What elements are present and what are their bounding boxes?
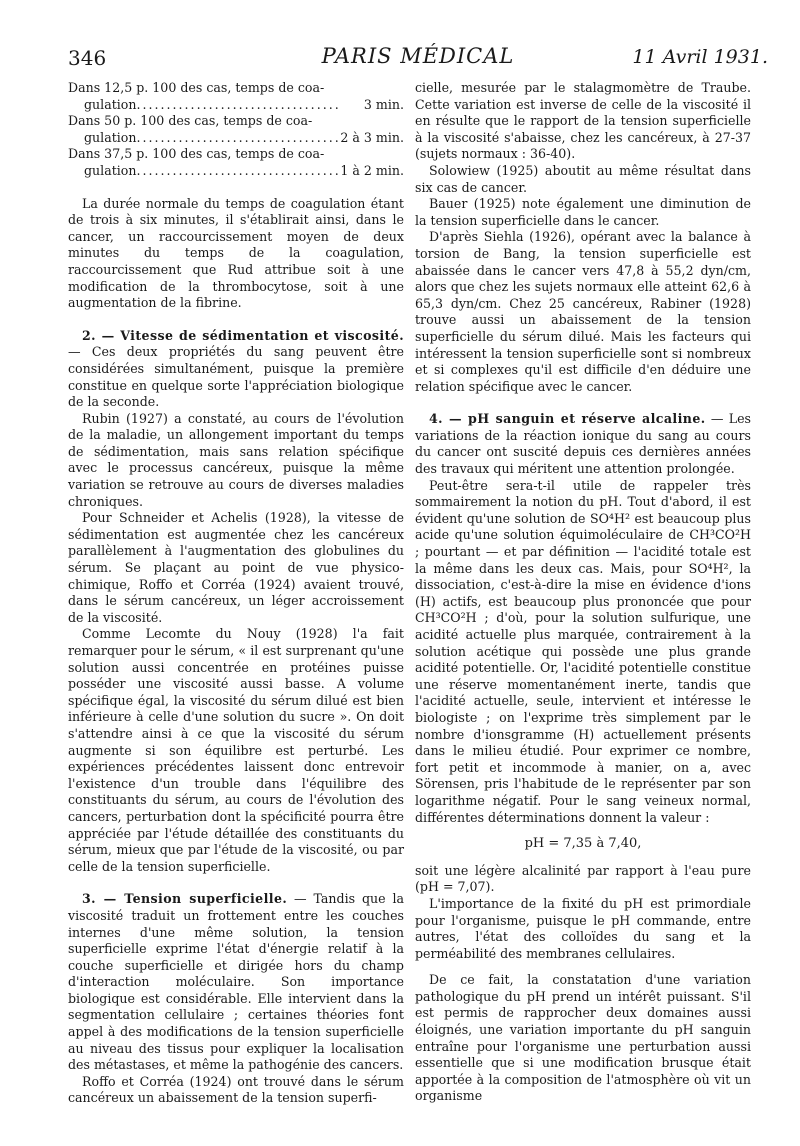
paragraph-ph-variation: De ce fait, la constatation d'une variation pathologique du pH prend un intérêt puissant. S'il est permis de rapprocher deux domaines aussi éloignés, une variation importante du pH sanguin entraîne pour l'organisme une perturbation aussi essentielle que si une modification brusque était apportée à la composition de l'atmosphère où vit un organisme [415,972,751,1104]
journal-title: PARIS MÉDICAL [321,44,515,68]
table-row-label: Dans 37,5 p. 100 des cas, temps de coa- [68,146,325,162]
paragraph-alkalinity: soit une légère alcalinité par rapport à l'eau pure (pH = 7,07). [415,862,751,895]
table-row-value: 1 à 2 min. [340,162,404,178]
page-number: 346 [68,46,107,70]
coagulation-table [68,80,404,180]
paragraph-ph-importance: L'importance de la fixité du pH est primordiale pour l'organisme, puisque le pH commande, entre autres, l'état des colloïdes du sang et la perméabilité des membranes cellulaires. [415,895,751,961]
table-row-cont: gulation [84,162,137,178]
page-header [68,40,768,74]
section-4-paragraph [415,411,751,477]
paragraph-coagulation-summary: La durée normale du temps de coagulation étant de trois à six minutes, il s'établirait ainsi, dans le cancer, un raccourcissement moyen de deux minutes du temps de la coagulation, raccourcissement que Rud attribue soit à une modification de la thrombocytose, soit à une augmentation de la fibrine. [68,195,404,311]
section-2-title: 2. — Vitesse de sédimentation et viscosité. [82,327,404,343]
right-column [415,80,751,1105]
section-3-paragraph [68,891,404,1074]
table-row [68,80,404,113]
table-row-cont: gulation [84,96,137,112]
left-column [68,80,404,1107]
table-row-label: Dans 12,5 p. 100 des cas, temps de coa- [68,80,325,95]
paragraph-lecomte: Comme Lecomte du Nouy (1928) l'a fait remarquer pour le sérum, « il est surprenant qu'une solution aussi concentrée en protéines puisse posséder une viscosité aussi basse. A volume spécifique égal, la viscosité du sérum dilué est bien inférieure à celle d'une solution du sucre ». On doit s'attendre ainsi à ce que la viscosité du sérum augmente si son équilibre est perturbé. Les expériences précédentes laissent donc entrevoir l'existence d'un trouble dans l'équilibre des constituants du sérum, au cours de l'évolution des cancers, perturbation dont la spécificité pourra être appréciée par l'étude détaillée des constituants du sérum, mieux que par l'étude de la viscosité, ou par celle de la tension superficielle. [68,626,404,874]
section-2-paragraph [68,328,404,411]
table-row-label: Dans 50 p. 100 des cas, temps de coa- [68,113,313,129]
table-row [68,146,404,179]
table-row-value: 3 min. [363,96,404,112]
paragraph-bauer: Bauer (1925) note également une diminution de la tension superficielle dans le cancer. [415,196,751,228]
section-4-intro: — Les variations de la réaction ionique du sang au cours du cancer ont suscité depuis ces dernières années des travaux qui méritent une attention prolongée. [415,411,751,477]
ph-formula: pH = 7,35 à 7,40, [524,836,642,852]
section-3-intro: — Tandis que la viscosité traduit un frottement entre les couches internes d'une même solution, la tension superficielle exprime l'état d'énergie relatif à la couche superficielle et dirigée hors du champ d'interaction moléculaire. Son importance biologique est considérable. Elle intervient dans la segmentation cellulaire ; certaines théories font appel à des modifications de la tension superficielle au niveau des tissus pour expliquer la localisation des métastases, et même la pathogénie des cancers. [68,891,404,1073]
paragraph-solowiew: Solowiew (1925) aboutit au même résultat dans six cas de cancer. [415,162,751,195]
table-row-value: 2 à 3 min. [340,129,404,145]
issue-date: 11 Avril 1931. [632,46,768,68]
paragraph-rubin: Rubin (1927) a constaté, au cours de l'évolution de la maladie, un allongement important du temps de sédimentation, mais sans relation spécifique avec le processus cancéreux, puisque la même variation se retrouve au cours de diverses maladies chroniques. [68,410,404,509]
section-2-intro: — Ces deux propriétés du sang peuvent être considérées simultanément, puisque la première constitue en quelque sorte l'appréciation biologique de la seconde. [68,344,404,410]
table-row [68,113,404,146]
paragraph-ph-definition: Peut-être sera-t-il utile de rappeler très sommairement la notion du pH. Tout d'abord, il est évident qu'une solution de SO⁴H² est beaucoup plus acide qu'une solution équimoléculaire de CH³CO²H ; pourtant — et par définition — l'acidité totale est la même dans les deux cas. Mais, pour SO⁴H², la dissociation, c'est-à-dire la mise en évidence d'ions (H) actifs, est beaucoup plus prononcée que pour CH³CO²H ; d'où, pour la solution sulfurique, une acidité actuelle plus marquée, contrairement à la solution acétique qui possède une plus grande acidité potentielle. Or, l'acidité potentielle constitue une réserve momentanément inerte, tandis que l'acidité actuelle, seule, intervient et intéresse le biologiste ; on l'exprime très simplement par le nombre d'ionsgramme (H) actuellement présents dans le milieu étudié. Pour exprimer ce nombre, fort petit et incommode à manier, on a, avec Sörensen, pris l'habitude de le représenter par son logarithme négatif. Pour le sang veineux normal, différentes déterminations donnent la valeur : [415,477,751,825]
paragraph-continuation: cielle, mesurée par le stalagmomètre de Traube. Cette variation est inverse de celle de la viscosité il en résulte que le rapport de la tension superficielle à la viscosité s'abaisse, chez les cancéreux, à 27-37 (sujets normaux : 36-40). [415,80,751,162]
section-3-title: 3. — Tension superficielle. [82,891,288,907]
table-row-cont: gulation [84,129,137,145]
paragraph-siehla: D'après Siehla (1926), opérant avec la balance à torsion de Bang, la tension superficielle est abaissée dans le cancer vers 47,8 à 55,2 dyn/cm, alors que chez les sujets normaux elle atteint 62,6 à 65,3 dyn/cm. Chez 25 cancéreux, Rabiner (1928) trouve aussi un abaissement de la tension superficielle du sérum dilué. Mais les facteurs qui intéressent la tension superficielle sont si nombreux et si complexes qu'il est difficile d'en déduire une relation spécifique avec le cancer. [415,229,751,394]
paragraph-roffo: Roffo et Corréa (1924) ont trouvé dans le sérum cancéreux un abaissement de la tension superfi- [68,1073,404,1106]
paragraph-schneider: Pour Schneider et Achelis (1928), la vitesse de sédimentation est augmentée chez les cancéreux parallèlement à l'augmentation des globulines du sérum. Se plaçant au point de vue physico-chimique, Roffo et Corréa (1924) avaient trouvé, dans le sérum cancéreux, un léger accroissement de la viscosité. [68,510,404,625]
section-4-title: 4. — pH sanguin et réserve alcaline. [429,411,706,427]
